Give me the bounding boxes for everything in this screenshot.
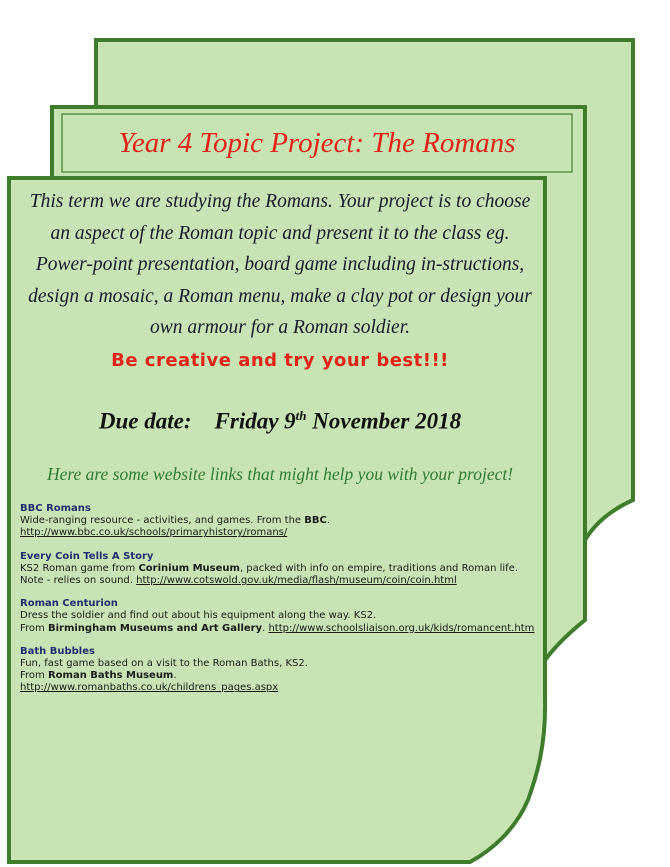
resource-description: Wide-ranging resource - activities, and games. From the BBC. (20, 515, 331, 527)
resource-note: Note - relies on sound. http://www.cotswold.gov.uk/media/flash/museum/coin/coin.html (20, 575, 457, 587)
resource-description: KS2 Roman game from Corinium Museum, packed with info on empire, traditions and Roman life. (20, 562, 518, 574)
resource-item (20, 646, 540, 695)
slogan: Be creative and try your best!!! (111, 350, 449, 371)
resource-list (20, 503, 540, 706)
resource-title: Bath Bubbles (20, 645, 95, 657)
resource-title: BBC Romans (20, 503, 91, 514)
resource-title: Roman Centurion (20, 598, 118, 610)
resource-item (20, 598, 540, 635)
due-date-rest: November 2018 (312, 408, 462, 434)
page-title: Year 4 Topic Project: The Romans (118, 126, 516, 159)
resource-description: Dress the soldier and find out about his equipment along the way. KS2. (20, 610, 377, 622)
due-date-day: Friday 9 (214, 408, 296, 434)
resource-link[interactable]: http://www.cotswold.gov.uk/media/flash/museum/coin/coin.html (136, 575, 457, 587)
resource-item (20, 551, 540, 588)
resource-source: From Roman Baths Museum. (20, 670, 177, 682)
resource-item (20, 503, 540, 540)
due-date (20, 408, 540, 435)
project-intro-text: This term we are studying the Romans. Your project is to choose an aspect of the Roman topic and present it to the class eg. Power-point presentation, board game including in-structions, design a mosaic, a Roman menu, make a clay pot or design your own armour for a Roman soldier. (28, 191, 532, 338)
resource-link[interactable]: http://www.bbc.co.uk/schools/primaryhistory/romans/ (20, 527, 288, 539)
resource-description: Fun, fast game based on a visit to the Roman Baths, KS2. (20, 658, 308, 670)
resource-link[interactable]: http://www.romanbaths.co.uk/childrens_pages.aspx (20, 682, 279, 694)
resource-link[interactable]: http://www.schoolsliaison.org.uk/kids/romancent.htm (268, 622, 535, 634)
resource-source: From Birmingham Museums and Art Gallery. http://www.schoolsliaison.org.uk/kids/romancent.htm (20, 622, 535, 634)
due-date-suffix: th (295, 408, 307, 423)
resource-title: Every Coin Tells A Story (20, 550, 154, 562)
due-date-label: Due date: (98, 408, 192, 434)
links-intro: Here are some website links that might help you with your project! (46, 464, 514, 484)
